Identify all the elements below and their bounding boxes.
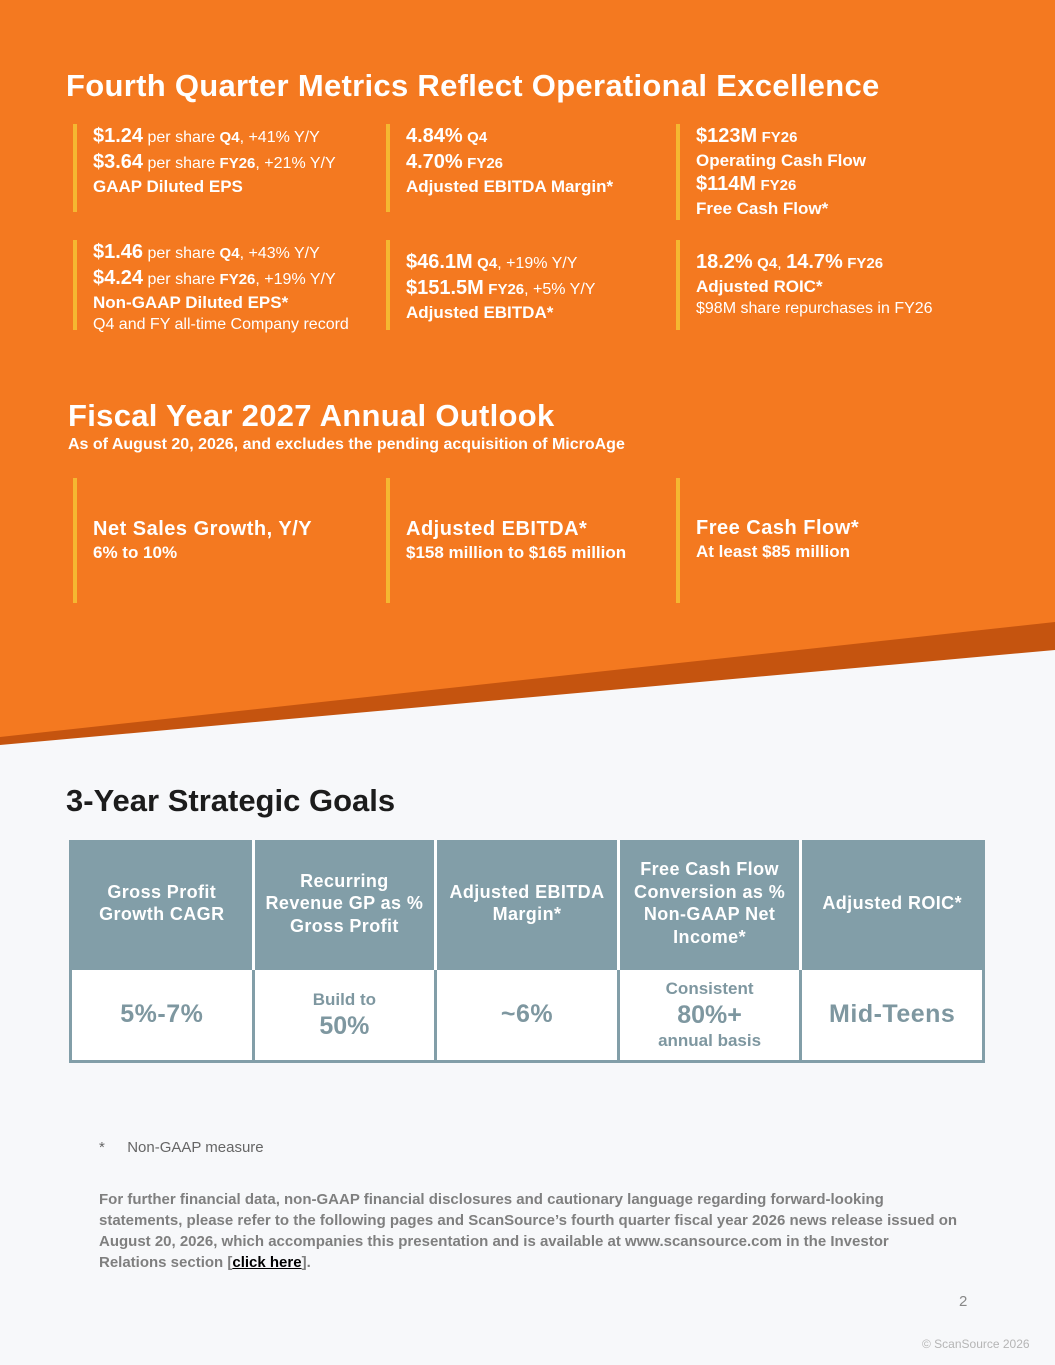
outlook-net-sales: Net Sales Growth, Y/Y 6% to 10% <box>73 478 312 603</box>
outlook-adj-ebitda: Adjusted EBITDA* $158 million to $165 million <box>386 478 626 603</box>
outlook-free-cash-flow: Free Cash Flow* At least $85 million <box>676 478 859 603</box>
footnote-text: Non-GAAP measure <box>127 1139 264 1156</box>
ebitda-margin-label: Adjusted EBITDA Margin* <box>406 177 614 196</box>
copyright: © ScanSource 2026 <box>922 1337 1030 1351</box>
goal-roic-value: Mid-Teens <box>801 968 984 1061</box>
footnote <box>99 1139 264 1156</box>
goal-recurring-revenue-value: Build to 50% <box>253 968 436 1061</box>
table-row <box>71 968 984 1061</box>
gaap-eps-metric: $1.24 per share Q4, +41% Y/Y $3.64 per share FY26, +21% Y/Y GAAP Diluted EPS <box>73 124 336 212</box>
disclaimer: For further financial data, non-GAAP financial disclosures and cautionary language regarding forward-looking statements, please refer to the following pages and ScanSource’s fourth quarter fiscal year 2026 news release issued on August 20, 2026, which accompanies this presentation and is available at www.scansource.com in the Investor Relations section [click here]. <box>99 1191 958 1271</box>
q4-metrics-title: Fourth Quarter Metrics Reflect Operational Excellence <box>66 68 880 103</box>
strategic-goals-table <box>69 840 985 1063</box>
footnote-marker: * <box>99 1139 105 1156</box>
table-header-row <box>71 840 984 968</box>
repurchase-note: $98M share repurchases in FY26 <box>696 300 933 317</box>
outlook-subtitle: As of August 20, 2026, and excludes the pending acquisition of MicroAge <box>68 436 625 453</box>
record-note: Q4 and FY all-time Company record <box>93 316 349 333</box>
outlook-title: Fiscal Year 2027 Annual Outlook <box>68 398 555 433</box>
roic-metric: 18.2% Q4, 14.7% FY26 Adjusted ROIC* $98M share repurchases in FY26 <box>676 240 933 330</box>
gaap-eps-fy-value: $3.64 <box>93 151 144 173</box>
header-gross-profit: Gross Profit Growth CAGR <box>71 840 254 968</box>
page-number: 2 <box>959 1293 968 1310</box>
header-recurring-revenue: Recurring Revenue GP as % Gross Profit <box>253 840 436 968</box>
header-adj-ebitda-margin: Adjusted EBITDA Margin* <box>436 840 619 968</box>
cash-flow-metric: $123M FY26 Operating Cash Flow $114M FY26 Free Cash Flow* <box>676 124 866 220</box>
ebitda-margin-metric: 4.84% Q4 4.70% FY26 Adjusted EBITDA Margin* <box>386 124 613 212</box>
non-gaap-eps-metric: $1.46 per share Q4, +43% Y/Y $4.24 per share FY26, +19% Y/Y Non-GAAP Diluted EPS* Q4 and FY all-time Company record <box>73 240 349 330</box>
click-here-link[interactable]: click here <box>232 1254 302 1271</box>
adj-ebitda-metric: $46.1M Q4, +19% Y/Y $151.5M FY26, +5% Y/Y Adjusted EBITDA* <box>386 240 595 330</box>
goal-fcf-conversion-value: Consistent 80%+ annual basis <box>618 968 801 1061</box>
header-adj-roic: Adjusted ROIC* <box>801 840 984 968</box>
gaap-eps-label: GAAP Diluted EPS <box>93 177 243 196</box>
header-fcf-conversion: Free Cash Flow Conversion as % Non-GAAP Net Income* <box>618 840 801 968</box>
gaap-eps-q4-value: $1.24 <box>93 125 144 147</box>
goal-ebitda-margin-value: ~6% <box>436 968 619 1061</box>
goal-gross-profit-value: 5%-7% <box>71 968 254 1061</box>
goals-title: 3-Year Strategic Goals <box>66 783 396 818</box>
